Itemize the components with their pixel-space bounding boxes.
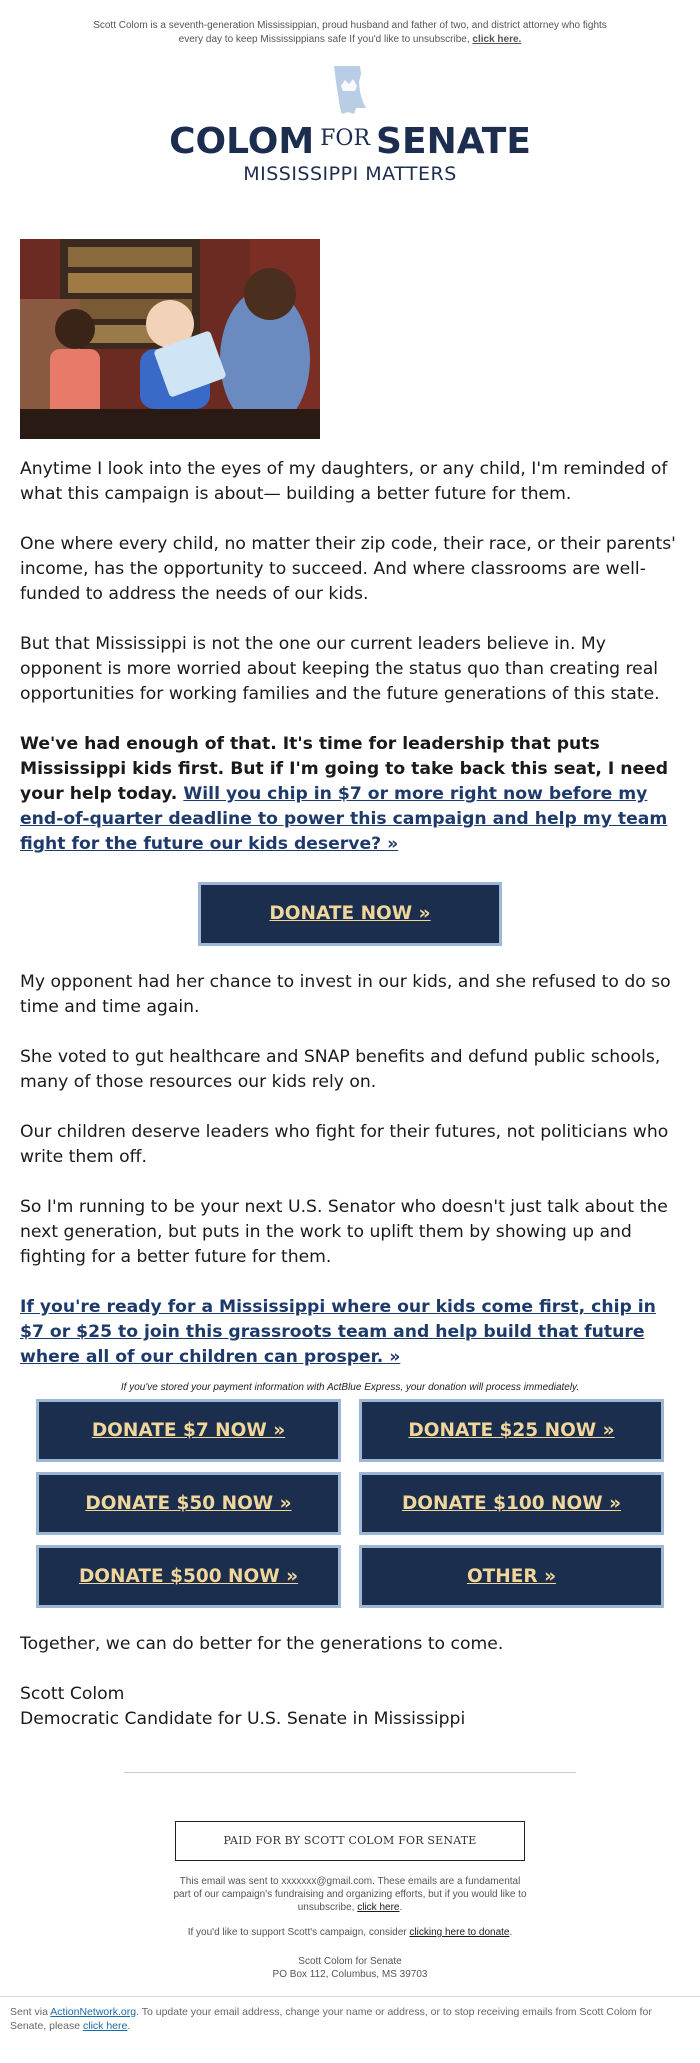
sent-via-text: . To update your email address, change your name or address, or to stop receiving emails from Scott Colom for Senate, please: [10, 2006, 652, 2032]
update-preferences-link[interactable]: click here: [82, 2020, 128, 2032]
message-body-continued: [0, 970, 700, 1370]
campaign-logo: [0, 64, 700, 185]
donate-now-button[interactable]: DONATE NOW »: [198, 882, 502, 946]
logo-tagline: MISSISSIPPI MATTERS: [243, 163, 457, 185]
sent-via-prefix: Sent via: [10, 2006, 48, 2018]
actionnetwork-link[interactable]: ActionNetwork.org: [50, 2006, 137, 2018]
footer-donate-link[interactable]: clicking here to donate: [409, 1927, 510, 1938]
chip-in-link[interactable]: Will you chip in $7 or more right now before my end-of-quarter deadline to power this campaign and help my team fight for the future our kids deserve? »: [20, 784, 668, 854]
footer-org-name: Scott Colom for Senate: [298, 1956, 402, 1967]
footer-sent-to: This email was sent to xxxxxxx@gmail.com. These emails are a fundamental part of our campaign's fundraising and organizing efforts, but if you would like to unsubscribe, click here.: [173, 1876, 527, 1913]
logo-title: [0, 121, 700, 162]
footer-org-address: PO Box 112, Columbus, MS 39703: [272, 1969, 428, 1980]
footer-sent-to-text: This email was sent to xxxxxxx@gmail.com. These emails are a fundamental part of our campaign's fundraising and organizing efforts, but if you would like to unsubscribe,: [173, 1876, 527, 1913]
footer-support-text: If you'd like to support Scott's campaign, consider: [187, 1927, 407, 1938]
divider: [124, 1772, 576, 1773]
paragraph: She voted to gut healthcare and SNAP benefits and defund public schools, many of those resources our kids rely on.: [20, 1047, 661, 1092]
actblue-note: If you've stored your payment information with ActBlue Express, your donation will process immediately.: [120, 1382, 580, 1393]
paragraph: But that Mississippi is not the one our current leaders believe in. My opponent is more worried about keeping the status quo than creating real opportunities for working families and the future generations of this state.: [20, 634, 660, 704]
grassroots-link[interactable]: If you're ready for a Mississippi where our kids come first, chip in $7 or $25 to join this grassroots team and help build that future where all of our children can prosper. »: [20, 1297, 656, 1367]
donate-button-grid: [0, 1399, 700, 1618]
footer-address: [0, 1955, 700, 1981]
signature-title: Democratic Candidate for U.S. Senate in Mississippi: [20, 1709, 466, 1729]
preheader: [0, 0, 700, 47]
mississippi-state-icon: [330, 64, 370, 118]
ask-paragraph-2: [20, 1295, 680, 1370]
paragraph: One where every child, no matter their zip code, their race, or their parents' income, has the opportunity to succeed. And where classrooms are well-funded to address the needs of our kids.: [20, 534, 676, 604]
logo-name-right: SENATE: [376, 121, 531, 162]
footer-support: If you'd like to support Scott's campaign, consider clicking here to donate.: [187, 1927, 513, 1938]
donate-7-button[interactable]: DONATE $7 NOW »: [36, 1399, 341, 1462]
ask-paragraph: [20, 732, 680, 857]
paragraph: So I'm running to be your next U.S. Senator who doesn't just talk about the next generation, but puts in the work to uplift them by showing up and fighting for a better future for them.: [20, 1197, 668, 1267]
paragraph: Anytime I look into the eyes of my daughters, or any child, I'm reminded of what this campaign is about— building a better future for them.: [20, 459, 668, 504]
logo-name-left: COLOM: [169, 121, 315, 162]
footer-unsubscribe-link[interactable]: click here: [357, 1902, 400, 1913]
closing: [0, 1632, 700, 1732]
signature: [20, 1682, 680, 1732]
paragraph: My opponent had her chance to invest in our kids, and she refused to do so time and time again.: [20, 972, 671, 1017]
family-photo: [20, 239, 320, 439]
paid-for-box: PAID FOR BY SCOTT COLOM FOR SENATE: [175, 1821, 525, 1861]
message-body: [0, 457, 700, 857]
donate-25-button[interactable]: DONATE $25 NOW »: [359, 1399, 664, 1462]
donate-other-button[interactable]: OTHER »: [359, 1545, 664, 1608]
preheader-text: Scott Colom is a seventh-generation Mississippian, proud husband and father of two, and district attorney who fights every day to keep Mississippians safe If you'd like to unsubscribe,: [93, 20, 607, 45]
paragraph: Our children deserve leaders who fight for their futures, not politicians who write them off.: [20, 1122, 669, 1167]
donate-50-button[interactable]: DONATE $50 NOW »: [36, 1472, 341, 1535]
donate-500-button[interactable]: DONATE $500 NOW »: [36, 1545, 341, 1608]
signature-name: Scott Colom: [20, 1684, 125, 1704]
logo-for: FOR: [320, 126, 371, 151]
unsubscribe-link[interactable]: click here.: [472, 34, 522, 45]
donate-100-button[interactable]: DONATE $100 NOW »: [359, 1472, 664, 1535]
sent-via-bar: Sent via ActionNetwork.org. To update your email address, change your name or address, or to stop receiving emails from Scott Colom for Senate, please click here.: [0, 1996, 700, 2033]
closing-line: Together, we can do better for the generations to come.: [20, 1634, 504, 1654]
ask-bold-text: We've had enough of that. It's time for leadership that puts Mississippi kids first. But if I'm going to take back this seat, I need your help today.: [20, 734, 669, 804]
